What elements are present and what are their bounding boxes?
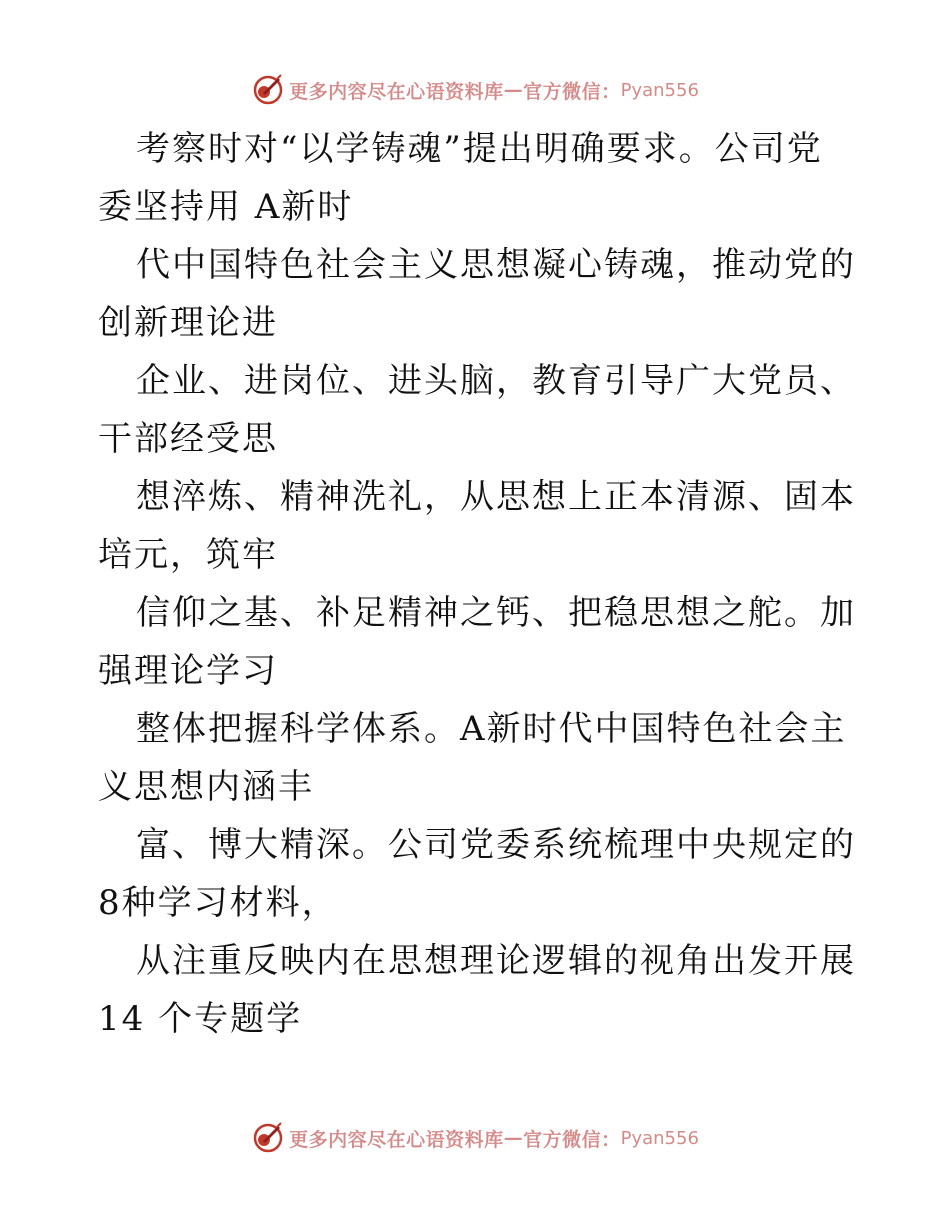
paragraph-line: 富、博大精深。公司党委系统梳理中央规定的 8 [98,825,856,923]
paragraph [98,816,858,932]
paragraph-line: 整体把握科学体系。A新时代中国特色社会主义 [98,709,847,807]
paragraph-line: 从注重反映内在思想理论逻辑的视角出发开展 [136,941,856,981]
paragraph [98,120,858,236]
paragraph-line: 坚持用 A新时 [134,187,354,227]
paragraph [98,236,858,352]
paragraph [98,468,858,584]
paragraph-line: 部经受思 [134,419,278,459]
paragraph-line: 企业、进岗位、进头脑，教育引导广大党员、干 [98,361,856,459]
banner-wechat-id: Pyan556 [620,79,699,101]
paragraph-line: 想淬炼、精神洗礼，从思想上正本清源、固本培 [98,477,856,575]
banner-dash: — [503,79,524,101]
paragraph-line: 信仰之基、补足精神之钙、把稳思想之舵。加强 [98,593,856,691]
paragraph-line: 新理论进 [134,303,278,343]
banner-dash: — [503,1127,524,1149]
header-banner [0,70,950,110]
paragraph-line: 代中国特色社会主义思想凝心铸魂，推动党的创 [98,245,856,343]
paragraph-line: 元，筑牢 [134,535,278,575]
banner-wechat-label: 官方微信： [523,80,621,103]
paragraph-line: 考察时对“以学铸魂”提出明确要求。公司党委 [98,129,823,227]
banner-site-text: 更多内容尽在心语资料库 [289,80,504,103]
paragraph [98,700,858,816]
banner-site-text: 更多内容尽在心语资料库 [289,1128,504,1151]
paragraph-line: 种学习材料， [121,883,338,923]
footer-banner [0,1118,950,1158]
quill-pen-logo-icon [251,73,285,107]
banner-wechat-id: Pyan556 [620,1127,699,1149]
document-body [98,120,858,1048]
banner-wechat-label: 官方微信： [523,1128,621,1151]
paragraph [98,932,858,1048]
paragraph [98,352,858,468]
paragraph-line: 理论学习 [134,651,278,691]
quill-pen-logo-icon [251,1121,285,1155]
paragraph-line: 14 个专题学 [98,999,303,1039]
paragraph [98,584,858,700]
paragraph-line: 思想内涵丰 [134,767,314,807]
